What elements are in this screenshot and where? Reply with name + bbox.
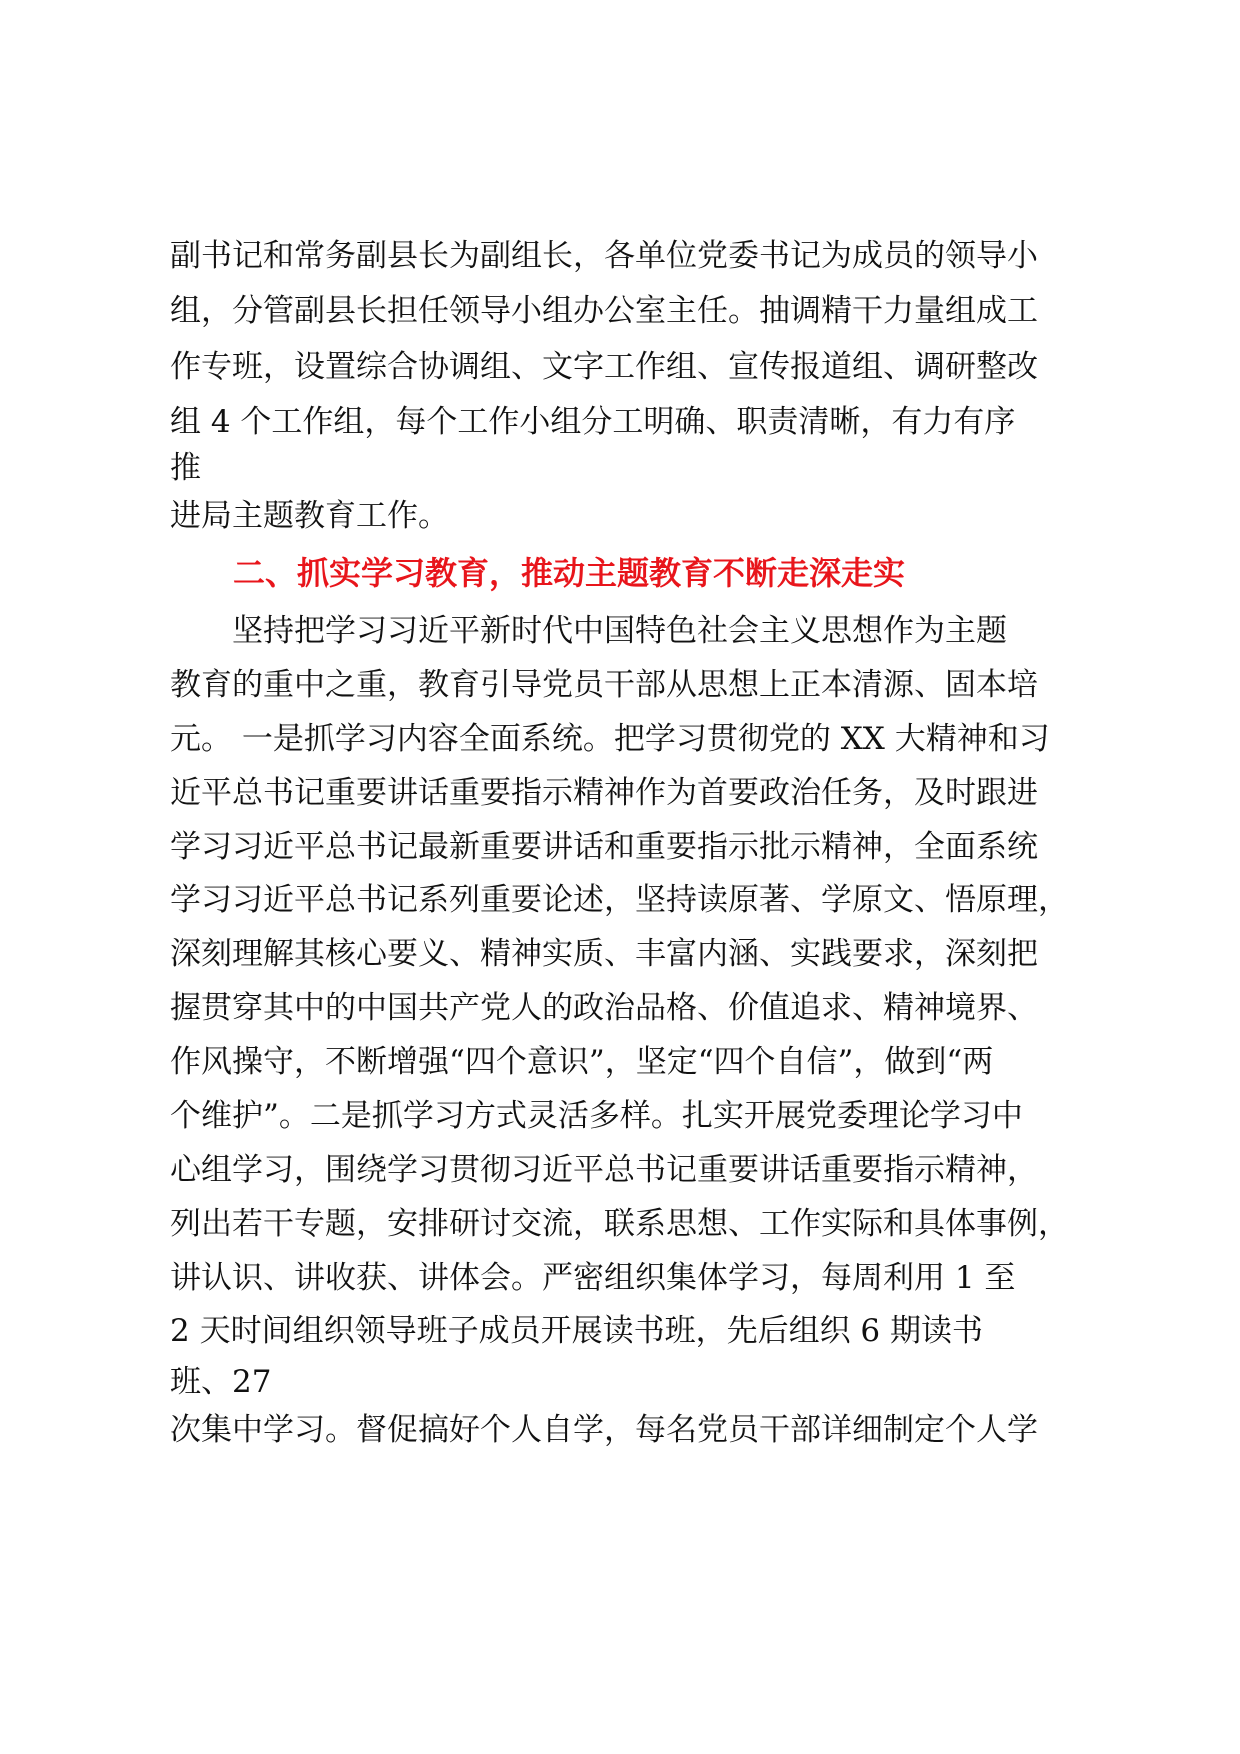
paragraph-2-line-12: 列出若干专题，安排研讨交流，联系思想、工作实际和具体事例， [170, 1206, 1069, 1242]
paragraph-1-line-4: 组 4 个工作组，每个工作小组分工明确、职责清晰，有力有序 [170, 404, 1016, 440]
paragraph-2-line-9: 作风操守，不断增强“四个意识”，坚定“四个自信”，做到“两 [170, 1044, 994, 1080]
paragraph-2-line-8: 握贯穿其中的中国共产党人的政治品格、价值追求、精神境界、 [170, 990, 1038, 1026]
paragraph-1-line-6: 进局主题教育工作。 [170, 498, 449, 534]
paragraph-2-line-14: 2 天时间组织领导班子成员开展读书班，先后组织 6 期读书 [170, 1313, 984, 1349]
paragraph-2-line-4: 近平总书记重要讲话重要指示精神作为首要政治任务，及时跟进 [170, 775, 1038, 811]
paragraph-1-line-3: 作专班，设置综合协调组、文字工作组、宣传报道组、调研整改 [170, 349, 1038, 385]
paragraph-2-line-2: 教育的重中之重，教育引导党员干部从思想上正本清源、固本培 [170, 667, 1038, 703]
paragraph-2-line-16: 次集中学习。督促搞好个人自学，每名党员干部详细制定个人学 [170, 1412, 1038, 1448]
paragraph-2-line-5: 学习习近平总书记最新重要讲话和重要指示批示精神，全面系统 [170, 829, 1038, 865]
paragraph-2-line-6: 学习习近平总书记系列重要论述，坚持读原著、学原文、悟原理， [170, 882, 1069, 918]
paragraph-1-line-1: 副书记和常务副县长为副组长，各单位党委书记为成员的领导小 [170, 238, 1038, 274]
paragraph-2-line-11: 心组学习，围绕学习贯彻习近平总书记重要讲话重要指示精神， [170, 1152, 1038, 1188]
paragraph-2-line-13: 讲认识、讲收获、讲体会。严密组织集体学习，每周利用 1 至 [170, 1260, 1016, 1296]
paragraph-2-line-15: 班、27 [170, 1364, 272, 1400]
paragraph-1-line-2: 组，分管副县长担任领导小组办公室主任。抽调精干力量组成工 [170, 293, 1038, 329]
paragraph-2-line-10: 个维护”。二是抓学习方式灵活多样。扎实开展党委理论学习中 [170, 1098, 1023, 1134]
paragraph-2-line-1: 坚持把学习习近平新时代中国特色社会主义思想作为主题 [170, 613, 1007, 649]
paragraph-2-line-7: 深刻理解其核心要义、精神实质、丰富内涵、实践要求，深刻把 [170, 936, 1038, 972]
paragraph-1-line-5: 推 [170, 450, 201, 486]
section-heading: 二、抓实学习教育，推动主题教育不断走深走实 [233, 554, 906, 592]
paragraph-2-line-3: 元。 一是抓学习内容全面系统。把学习贯彻党的 XX 大精神和习 [170, 721, 1050, 757]
